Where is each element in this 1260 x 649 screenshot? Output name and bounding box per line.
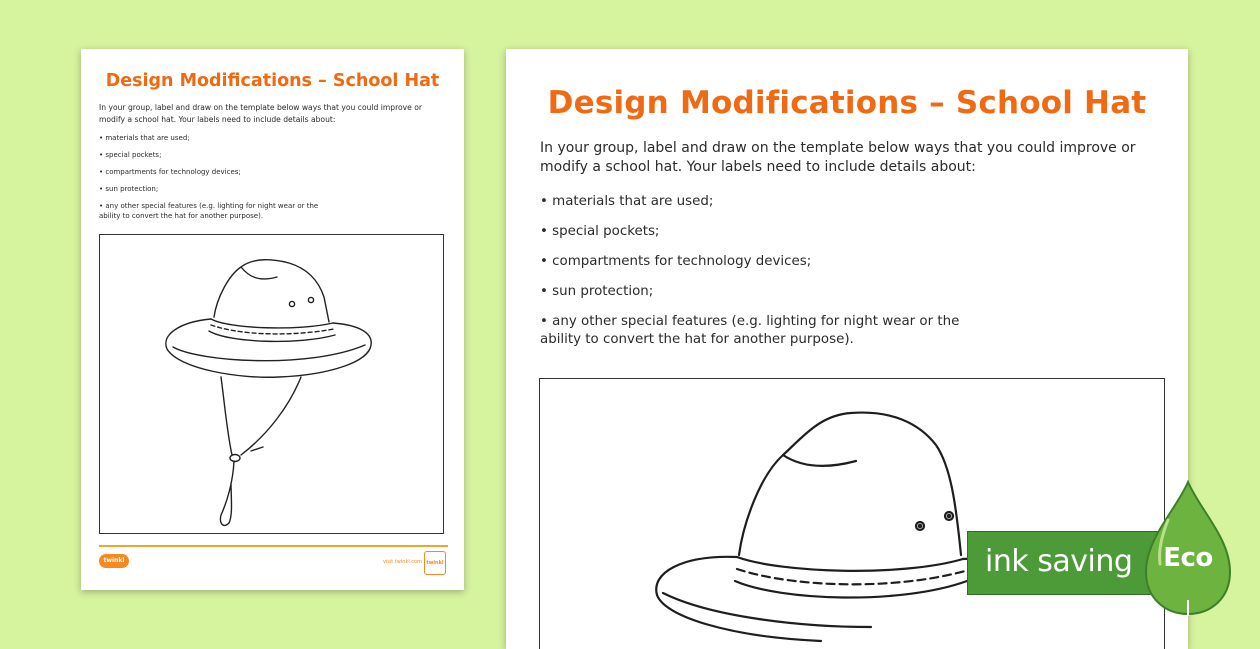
bullet-compartments: • compartments for technology devices; [540, 254, 812, 269]
bullet-sun-protection: • sun protection; [540, 284, 654, 299]
thumbnail-footer [99, 545, 448, 577]
bullet-materials: • materials that are used; [540, 194, 714, 209]
thumbnail-bullet-pockets: • special pockets; [99, 151, 162, 159]
bullet-other-features: • any other special features (e.g. lighting for night wear or the ability to convert the hat for another purpose). [540, 314, 960, 347]
thumbnail-bullet-other: • any other special features (e.g. lighting for night wear or the ability to convert the hat for another purpose). [99, 202, 319, 220]
footer-url: visit twinkl.com [382, 559, 422, 565]
hat-drawing-icon [159, 247, 379, 537]
ink-saving-label: ink saving [985, 544, 1133, 579]
twinkl-badge-icon: twinkl [424, 551, 446, 575]
twinkl-logo-icon: twinkl [99, 554, 129, 568]
page-instructions: In your group, label and draw on the template below ways that you could improve or modify a school hat. Your labels need to include details about: [540, 140, 1136, 175]
thumbnail-title: Design Modifications – School Hat [105, 71, 440, 91]
eco-word: Eco [1163, 543, 1213, 573]
thumbnail-instructions: In your group, label and draw on the template below ways that you could improve or modify a school hat. Your labels need to include details about: [99, 103, 423, 124]
thumbnail-bullet-sun: • sun protection; [99, 185, 159, 193]
hat-drawing-icon [651, 405, 1131, 649]
bullet-pockets: • special pockets; [540, 224, 660, 239]
worksheet-thumbnail [81, 49, 464, 590]
thumbnail-bullet-compartments: • compartments for technology devices; [99, 168, 241, 176]
thumbnail-bullet-materials: • materials that are used; [99, 134, 190, 142]
page-title: Design Modifications – School Hat [547, 85, 1147, 121]
